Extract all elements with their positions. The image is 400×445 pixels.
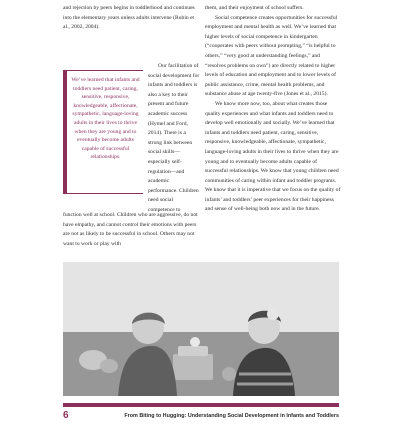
- paragraph: them, and their enjoyment of school suffers.: [205, 5, 304, 11]
- footer-rule: [63, 403, 339, 407]
- running-footer-title: From Biting to Hugging: Understanding Social Development in Infants and Toddlers: [124, 413, 339, 419]
- pull-quote-text: We’ve learned that infants and toddlers need patient, caring, sensitive, responsive, knowledgeable, affectionate, sympathetic, language-loving adults in their lives to thrive when they are young and to eventually become adults capable of successful relationships.: [71, 77, 140, 161]
- toddlers-playing-photo: [63, 262, 339, 396]
- paragraph: We know more now, too, about what creates those quality experiences and what infants and toddlers need to develop well emotionally and socially. We’ve learned that infants and toddlers need patient, caring, sensitive, responsive, knowledgeable, affectionate, sympathetic, language-loving adults in their lives to thrive when they are young and to eventually become adults capable of successful relationships. We know that young children need communities of caring within infant and toddler programs. We know that it is imperative that we focus on the quality of infants’ and toddlers’ peer experiences for their happiness and sense of well-being both now and in the future.: [205, 100, 341, 213]
- left-column-narrow: [148, 62, 200, 216]
- left-column-top: [63, 4, 199, 33]
- right-column: [205, 4, 341, 215]
- left-column-bottom: [63, 211, 199, 249]
- paragraph: and rejection by peers begins in toddlerhood and continues into the elementary years unless adults intervene (Rubin et al., 2002, 2004).: [63, 5, 195, 31]
- paragraph: Social competence creates opportunities for successful employment and mental health as well. We’ve learned that higher levels of social competence in kindergarten (“cooperates with peers without prompting,” “is helpful to others,” “very good at understanding feelings,” and “resolves problems on own”) are directly related to higher levels of education and employment and to lower levels of public assistance, crime, mental health problems, and substance abuse at age twenty-five (Jones et al., 2015).: [205, 14, 338, 98]
- photo-illustration: [63, 262, 339, 396]
- pull-quote: [63, 70, 143, 194]
- paragraph: function well at school. Children who are aggressive, do not have empathy, and cannot control their emotions with peers are not as likely to be successful in school. Others may not want to work or play with: [63, 212, 198, 247]
- page-number: 6: [63, 410, 69, 421]
- paragraph: Our facilitation of social development for infants and toddlers is also a key to their present and future academic success (Hymel and Ford, 2014). There is a strong link between social skills—especially self-regulation—and academic performance. Children need social competence to: [148, 63, 200, 213]
